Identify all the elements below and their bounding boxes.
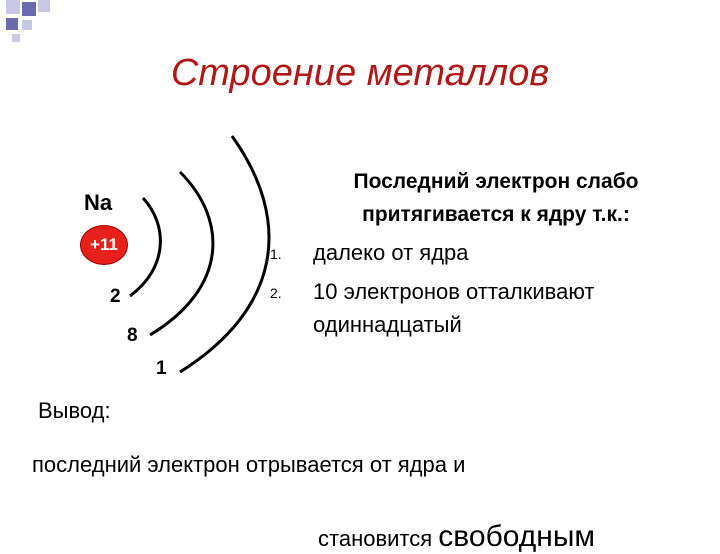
conclusion-line-2 (318, 520, 595, 554)
nucleus-charge: +11 (90, 235, 118, 254)
element-symbol: Na (84, 190, 113, 215)
shell-count-1: 2 (110, 286, 121, 307)
shell-arc-1 (130, 198, 160, 296)
atom-shells-diagram (0, 0, 300, 420)
conclusion-line-1: последний электрон отрывается от ядра и (32, 452, 466, 477)
list-text: далеко от ядра (313, 240, 469, 265)
shell-count-3: 1 (156, 358, 167, 379)
conclusion-label: Вывод: (38, 398, 111, 423)
list-text-line-1: 10 электронов отталкивают (313, 279, 595, 304)
reasons-list (270, 236, 710, 347)
conclusion-big-text: свободным (438, 520, 596, 553)
list-item (270, 236, 710, 269)
heading-line-1: Последний электрон слабо (353, 170, 639, 193)
heading-line-2: притягивается к ядру т.к.: (362, 203, 630, 226)
shell-arc-3 (180, 136, 269, 372)
slide-title: Строение металлов (170, 52, 550, 94)
nucleus (80, 225, 128, 265)
list-item (270, 275, 710, 341)
explanation-heading (296, 165, 696, 231)
list-number: 1. (270, 246, 282, 262)
shell-count-2: 8 (127, 325, 138, 346)
list-number: 2. (270, 285, 282, 301)
list-text-line-2: одиннадцатый (313, 312, 462, 337)
conclusion-small-text: становится (318, 526, 439, 551)
